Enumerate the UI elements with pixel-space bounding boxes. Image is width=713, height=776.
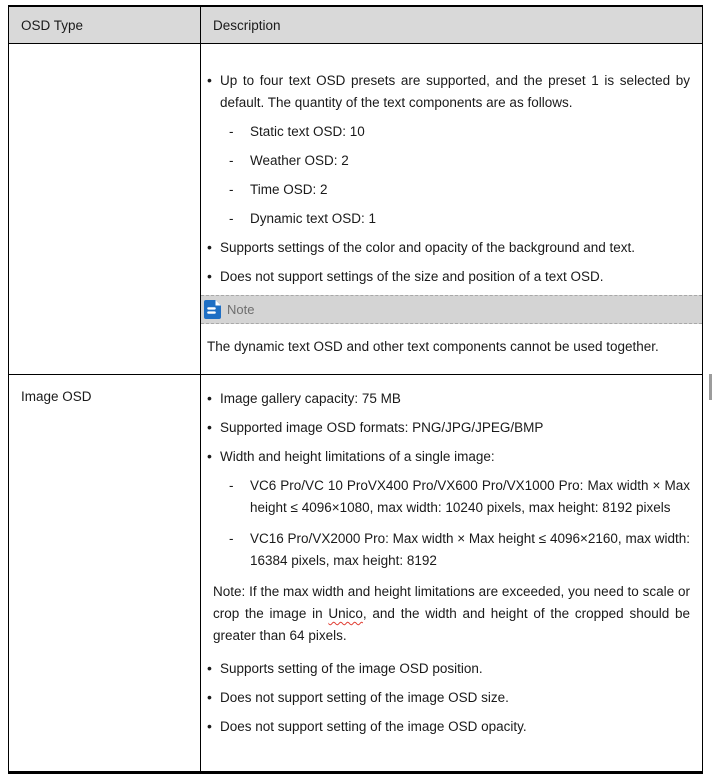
bullet-item (207, 446, 690, 468)
bullet-marker: • (207, 448, 212, 464)
bullet-marker: • (207, 660, 212, 676)
column-header-osd-type: OSD Type (9, 6, 201, 44)
scrollbar-thumb[interactable] (709, 374, 712, 400)
dash-text: VC16 Pro/VX2000 Pro: Max width × Max height ≤ 4096×2160, max width: 16384 pixels, max height: 8192 (250, 531, 690, 568)
dash-item (207, 179, 690, 201)
dash-marker: - (229, 124, 234, 139)
bullet-marker: • (207, 268, 212, 284)
dash-item (207, 475, 690, 519)
dash-text: VC6 Pro/VC 10 ProVX400 Pro/VX600 Pro/VX1000 Pro: Max width × Max height ≤ 4096×1080, max width: 10240 pixels, max height: 8192 pixels (250, 478, 690, 515)
dash-marker: - (229, 478, 234, 493)
note-text: The dynamic text OSD and other text components cannot be used together. (207, 339, 659, 354)
dash-item (207, 150, 690, 172)
dash-marker: - (229, 153, 234, 168)
osd-type-cell-empty (9, 44, 201, 375)
image-size-note-paragraph (207, 581, 690, 647)
bullet-item (207, 266, 690, 288)
bullet-text: Does not support setting of the image OSD size. (220, 690, 509, 705)
bullet-item (207, 417, 690, 439)
dash-item (207, 528, 690, 572)
bullet-item (207, 687, 690, 709)
note-paragraph-text: , and the width and height of the cropped should be greater than 64 pixels. (213, 606, 691, 643)
dash-text: Dynamic text OSD: 1 (250, 211, 377, 226)
dash-marker: - (229, 182, 234, 197)
dash-text: Time OSD: 2 (250, 182, 328, 197)
bullet-marker: • (207, 72, 212, 88)
bullet-item (207, 716, 690, 738)
bullet-text: Width and height limitations of a single image: (220, 449, 495, 464)
bullet-marker: • (207, 419, 212, 435)
bullet-item (207, 237, 690, 259)
dash-marker: - (229, 211, 234, 226)
bullet-item (207, 388, 690, 410)
description-cell-image-osd (201, 375, 703, 773)
osd-type-cell-image-osd: Image OSD (9, 375, 201, 773)
misspelled-word: Unico (328, 606, 363, 621)
note-label: Note (227, 302, 255, 317)
bullet-text: Up to four text OSD presets are supported, and the preset 1 is selected by default. The quantity of the text components are as follows. (220, 73, 690, 110)
dash-text: Weather OSD: 2 (250, 153, 349, 168)
osd-spec-table (8, 5, 703, 774)
bullet-text: Does not support setting of the image OSD opacity. (220, 719, 527, 734)
dash-text: Static text OSD: 10 (250, 124, 365, 139)
bullet-text: Supports setting of the image OSD position. (220, 661, 483, 676)
bullet-text: Supports settings of the color and opacity of the background and text. (220, 240, 636, 255)
bullet-text: Image gallery capacity: 75 MB (220, 391, 401, 406)
header-row (9, 6, 703, 44)
table-row-text-osd (9, 44, 703, 375)
bullet-text: Supported image OSD formats: PNG/JPG/JPEG/BMP (220, 420, 544, 435)
note-banner (201, 295, 702, 324)
dash-item (207, 121, 690, 143)
bullet-item (207, 70, 690, 114)
bullet-marker: • (207, 239, 212, 255)
bullet-text: Does not support settings of the size and position of a text OSD. (220, 269, 604, 284)
bullet-marker: • (207, 689, 212, 705)
bullet-marker: • (207, 390, 212, 406)
bullet-item (207, 658, 690, 680)
bullet-marker: • (207, 718, 212, 734)
table-row-image-osd (9, 375, 703, 773)
dash-marker: - (229, 531, 234, 546)
dash-item (207, 208, 690, 230)
column-header-description: Description (201, 6, 703, 44)
note-document-icon (204, 300, 221, 319)
note-paragraph-text: Note: If the max width and height limitations are exceeded, you need to scale or crop the image in (213, 584, 690, 621)
description-cell-text-osd (201, 44, 703, 375)
